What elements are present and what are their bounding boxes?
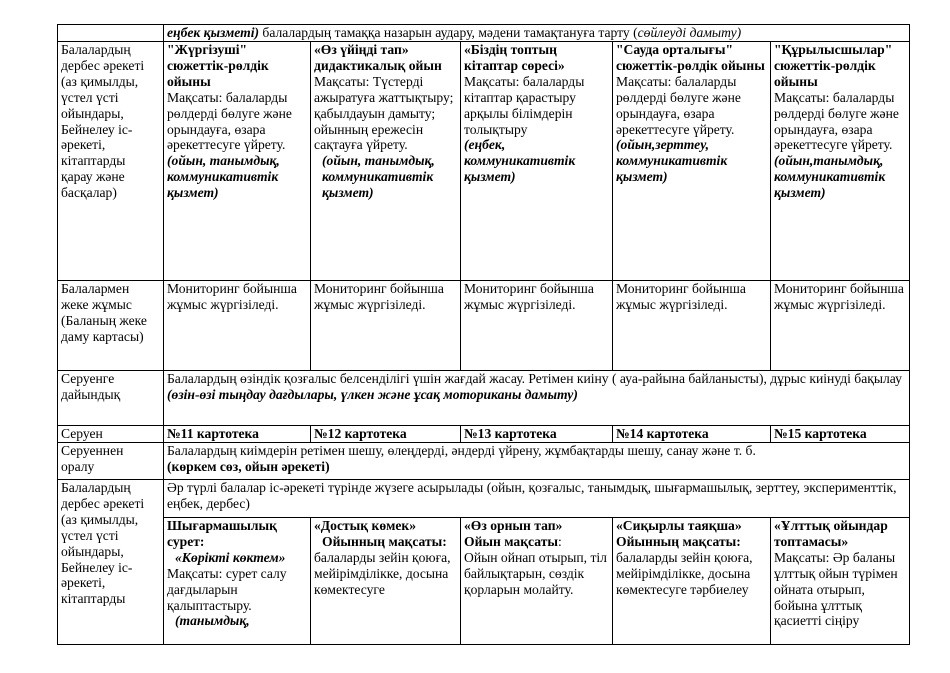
row-label-empty [58, 25, 164, 42]
game-cell-4 [613, 518, 771, 645]
row-label-return-walk: Серуеннен оралу [58, 443, 164, 480]
activity-tags-1: (ойын, танымдық, коммуникативтік қызмет) [167, 153, 280, 201]
activity-body-1: Мақсаты: балаларды рөлдерді бөлуге және орындауға, өзара әрекеттесуге үйрету. [167, 89, 292, 153]
activity-tags-3: (еңбек, коммуникативтік қызмет) [464, 137, 576, 185]
game-title-3b-colon: : [557, 533, 562, 549]
game-title-2a: «Достық көмек» [314, 518, 417, 533]
daily-schedule-table [57, 24, 910, 645]
walk-card-label-4: №14 картотека [616, 426, 709, 441]
game-cell-1 [164, 518, 311, 645]
activity-title-2: «Өз үйіңді тап» дидактикалық ойын [314, 42, 442, 73]
game-title-1a: Шығармашылық сурет: [167, 518, 277, 549]
row-label-walk-prep: Серуенге дайындық [58, 371, 164, 426]
row-label-individual-work: Балалармен жеке жұмыс (Баланың жеке даму картасы) [58, 281, 164, 371]
activity-title-1: "Жүргізуші" сюжеттік-рөлдік ойыны [167, 42, 269, 89]
game-title-5: «Ұлттық ойындар топтамасы» [774, 518, 888, 549]
activity-tags-5: (ойын,танымдық, коммуникативтік қызмет) [774, 153, 886, 201]
activity-body-4: Мақсаты: балаларды рөлдерді бөлуге және орындауға, өзара әрекеттесуге үйрету. [616, 73, 741, 137]
activity-cell-5 [771, 42, 910, 281]
row-label-independent-activity: Балалардың дербес әрекеті (аз қимылды, үстел үсті ойындары, Бейнелеу іс-әрекеті, кітаптарды қарау және басқалар) [58, 42, 164, 281]
game-title-4a: «Сиқырлы таяқша» [616, 518, 742, 533]
game-title-3b: Ойын мақсаты [464, 533, 558, 549]
table-row-return-walk [58, 443, 910, 480]
walk-card-label-2: №12 картотека [314, 426, 407, 441]
walk-card-2 [311, 426, 461, 443]
row-label-walk: Серуен [58, 426, 164, 443]
activity-title-4: "Сауда орталығы" сюжеттік-рөлдік ойыны [616, 42, 765, 73]
monitoring-cell-1: Мониторинг бойынша жұмыс жүргізіледі. [164, 281, 311, 371]
game-body-1: Мақсаты: сурет салу дағдыларын қалыптастыру. [167, 565, 287, 613]
game-body-2: балаларды зейін қоюға, мейірімділікке, досына көмектесуге [314, 549, 451, 597]
game-tags-1: (танымдық, [175, 613, 250, 629]
independent-intro-cell: Әр түрлі балалар іс-әрекеті түрінде жүзеге асырылады (ойын, қозғалыс, танымдық, шығармашылық, зерттеу, эксперименттік, еңбек, дербес) [164, 480, 910, 518]
table-row-walk [58, 426, 910, 443]
game-title-3b-wrap [464, 534, 609, 550]
table-row-independent-activity-2-games [58, 518, 910, 645]
meal-text-cell [164, 25, 910, 42]
activity-title-3: «Біздің топтың кітаптар сөресі» [464, 42, 565, 73]
walk-card-4 [613, 426, 771, 443]
game-title-2b: Ойынның мақсаты: [322, 533, 447, 549]
game-body-5: Мақсаты: Әр баланы ұлттық ойын түрімен ойната отырып, бойына ұлттық қасиетті сіңіру [774, 549, 898, 629]
table-row-meal [58, 25, 910, 42]
game-cell-2 [311, 518, 461, 645]
meal-lead: еңбек қызметі) [167, 25, 260, 40]
activity-cell-2 [311, 42, 461, 281]
game-title-1b: «Көрікті көктем» [175, 549, 286, 565]
walk-card-5 [771, 426, 910, 443]
game-body-3: Ойын ойнап отырып, тіл байлықтарын, сөздік қорларын молайту. [464, 549, 607, 597]
meal-text: балалардың тамаққа назарын аудару, мәдени тамақтануға тарту ( [259, 25, 638, 40]
activity-cell-1 [164, 42, 311, 281]
game-cell-5 [771, 518, 910, 645]
table-row-independent-activity-2 [58, 480, 910, 518]
activity-body-2: Мақсаты: Түстерді ажыратуға жаттықтыру; қабылдауын дамыту; ойынның ережесін сақтауға үйрету. [314, 73, 454, 153]
return-walk-tags: (көркем сөз, ойын әрекеті) [167, 458, 330, 474]
activity-body-5: Мақсаты: балаларды рөлдерді бөлуге және орындауға, өзара әрекеттесуге үйрету. [774, 89, 899, 153]
activity-tags-2: (ойын, танымдық, коммуникативтік қызмет) [322, 153, 435, 201]
activity-tags-4: (ойын,зерттеу, коммуникативтік қызмет) [616, 137, 728, 185]
table-row-walk-prep [58, 371, 910, 426]
game-cell-3 [461, 518, 613, 645]
monitoring-cell-5: Мониторинг бойынша жұмыс жүргізіледі. [771, 281, 910, 371]
walk-card-label-5: №15 картотека [774, 426, 867, 441]
game-title-3a: «Өз орнын тап» [464, 518, 563, 533]
activity-body-3: Мақсаты: балаларды кітаптар қарастыру арқылы білімдерін толықтыру [464, 73, 585, 137]
return-walk-text: Балалардың киімдерін ретімен шешу, өлеңдерді, әндерді үйрену, жұмбақтарды шешу, санау және т. б. [167, 443, 756, 458]
walk-card-label-1: №11 картотека [167, 426, 259, 441]
walk-card-1 [164, 426, 311, 443]
row-label-independent-activity-2: Балалардың дербес әрекеті (аз қимылды, үстел үсті ойындары, Бейнелеу іс-әрекеті, кітаптарды [58, 480, 164, 645]
walk-prep-cell [164, 371, 910, 426]
walk-prep-text: Балалардың өзіндік қозғалыс белсенділігі үшін жағдай жасау. Ретімен киіну ( ауа-райына байланысты), дұрыс киінуді бақылау [167, 371, 902, 386]
game-body-4: балаларды зейін қоюға, мейірімділікке, досына көмектесуге тәрбиелеу [616, 549, 753, 597]
walk-card-3 [461, 426, 613, 443]
activity-cell-4 [613, 42, 771, 281]
game-title-4b: Ойынның мақсаты: [616, 533, 741, 549]
monitoring-cell-2: Мониторинг бойынша жұмыс жүргізіледі. [311, 281, 461, 371]
meal-tail: сөйлеуді дамыту) [637, 25, 742, 40]
walk-card-label-3: №13 картотека [464, 426, 557, 441]
table-row-independent-activity [58, 42, 910, 281]
walk-prep-tags: (өзін-өзі тыңдау дағдылары, үлкен және ұсақ моториканы дамыту) [167, 386, 578, 402]
monitoring-cell-3: Мониторинг бойынша жұмыс жүргізіледі. [461, 281, 613, 371]
table-row-individual-work [58, 281, 910, 371]
return-walk-cell [164, 443, 910, 480]
activity-title-5: "Құрылысшылар" сюжеттік-рөлдік ойыны [774, 42, 893, 89]
monitoring-cell-4: Мониторинг бойынша жұмыс жүргізіледі. [613, 281, 771, 371]
activity-cell-3 [461, 42, 613, 281]
